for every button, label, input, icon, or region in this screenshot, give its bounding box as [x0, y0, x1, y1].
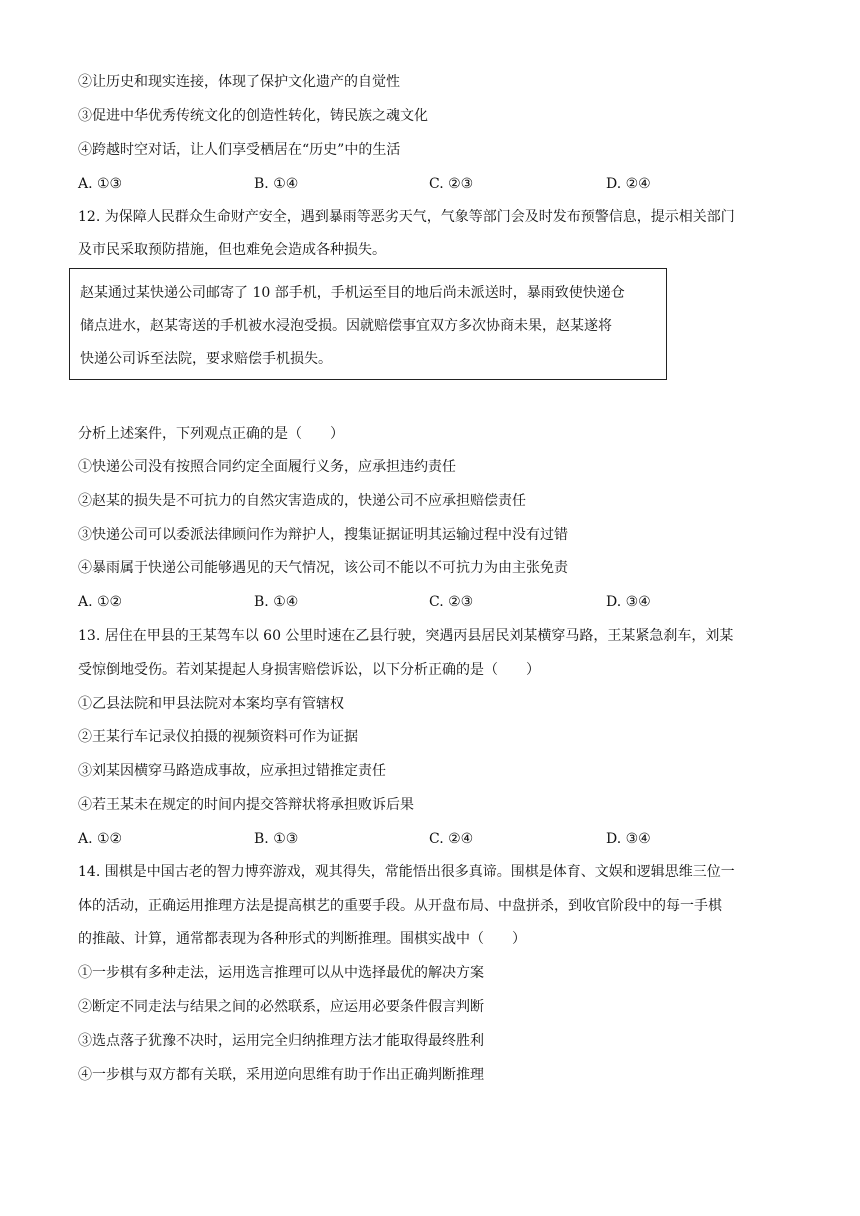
q12-case-line-1: 赵某通过某快递公司邮寄了 10 部手机，手机运至目的地后尚未派送时，暴雨致使快递仓	[80, 285, 625, 301]
q12-statement-1: ①快递公司没有按照合同约定全面履行义务，应承担违约责任	[78, 459, 456, 475]
q11-statement-2: ②让历史和现实连接，体现了保护文化遗产的自觉性	[78, 74, 400, 90]
q14-stem-line-2: 体的活动，正确运用推理方法是提高棋艺的重要手段。从开盘布局、中盘拼杀，到收官阶段中的每一手棋	[78, 898, 722, 914]
q11-statement-4: ④跨越时空对话，让人们享受栖居在“历史”中的生活	[78, 142, 401, 158]
q13-option-c[interactable]: C. ②④	[429, 831, 474, 847]
q13-options	[78, 829, 778, 849]
q12-statement-3: ③快递公司可以委派法律顾问作为辩护人，搜集证据证明其运输过程中没有过错	[78, 527, 568, 543]
q13-stem-line-1: 13. 居住在甲县的王某驾车以 60 公里时速在乙县行驶，突遇丙县居民刘某横穿马路，王某紧急刹车，刘某	[78, 628, 734, 644]
q14-stem-line-3: 的推敲、计算，通常都表现为各种形式的判断推理。围棋实战中（ ）	[78, 931, 526, 947]
q14-statement-2: ②断定不同走法与结果之间的必然联系，应运用必要条件假言判断	[78, 999, 484, 1015]
q11-statement-3: ③促进中华优秀传统文化的创造性转化，铸民族之魂文化	[78, 108, 428, 124]
q14-stem-line-1: 14. 围棋是中国古老的智力博弈游戏，观其得失，常能悟出很多真谛。围棋是体育、文娱和逻辑思维三位一	[78, 864, 735, 880]
q12-case-box	[69, 268, 667, 380]
q12-statement-4: ④暴雨属于快递公司能够遇见的天气情况，该公司不能以不可抗力为由主张免责	[78, 560, 568, 576]
q11-options	[78, 174, 778, 194]
q11-option-b[interactable]: B. ①④	[254, 176, 299, 192]
q12-option-b[interactable]: B. ①④	[254, 594, 299, 610]
q13-statement-3: ③刘某因横穿马路造成事故，应承担过错推定责任	[78, 763, 386, 779]
q13-statement-1: ①乙县法院和甲县法院对本案均享有管辖权	[78, 696, 344, 712]
q12-question: 分析上述案件，下列观点正确的是（ ）	[78, 426, 344, 442]
q12-options	[78, 592, 778, 612]
q13-option-d[interactable]: D. ③④	[606, 831, 651, 847]
q12-option-a[interactable]: A. ①②	[78, 594, 123, 610]
q14-statement-3: ③选点落子犹豫不决时，运用完全归纳推理方法才能取得最终胜利	[78, 1033, 484, 1049]
q13-option-b[interactable]: B. ①③	[254, 831, 299, 847]
q12-option-c[interactable]: C. ②③	[429, 594, 474, 610]
q12-stem-line-2: 及市民采取预防措施，但也难免会造成各种损失。	[78, 242, 386, 258]
q11-option-c[interactable]: C. ②③	[429, 176, 474, 192]
q13-statement-4: ④若王某未在规定的时间内提交答辩状将承担败诉后果	[78, 797, 414, 813]
q13-option-a[interactable]: A. ①②	[78, 831, 123, 847]
q13-stem-line-2: 受惊倒地受伤。若刘某提起人身损害赔偿诉讼，以下分析正确的是（ ）	[78, 662, 540, 678]
q12-case-line-2: 储点进水，赵某寄送的手机被水浸泡受损。因就赔偿事宜双方多次协商未果，赵某遂将	[80, 318, 612, 334]
q12-stem-line-1: 12. 为保障人民群众生命财产安全，遇到暴雨等恶劣天气，气象等部门会及时发布预警信息，提示相关部门	[78, 209, 735, 225]
q12-option-d[interactable]: D. ③④	[606, 594, 651, 610]
q14-statement-1: ①一步棋有多种走法，运用选言推理可以从中选择最优的解决方案	[78, 965, 484, 981]
q13-statement-2: ②王某行车记录仪拍摄的视频资料可作为证据	[78, 729, 358, 745]
q11-option-a[interactable]: A. ①③	[78, 176, 123, 192]
q12-statement-2: ②赵某的损失是不可抗力的自然灾害造成的，快递公司不应承担赔偿责任	[78, 493, 526, 509]
q14-statement-4: ④一步棋与双方都有关联，采用逆向思维有助于作出正确判断推理	[78, 1067, 484, 1083]
q11-option-d[interactable]: D. ②④	[606, 176, 651, 192]
q12-case-line-3: 快递公司诉至法院，要求赔偿手机损失。	[80, 351, 332, 367]
